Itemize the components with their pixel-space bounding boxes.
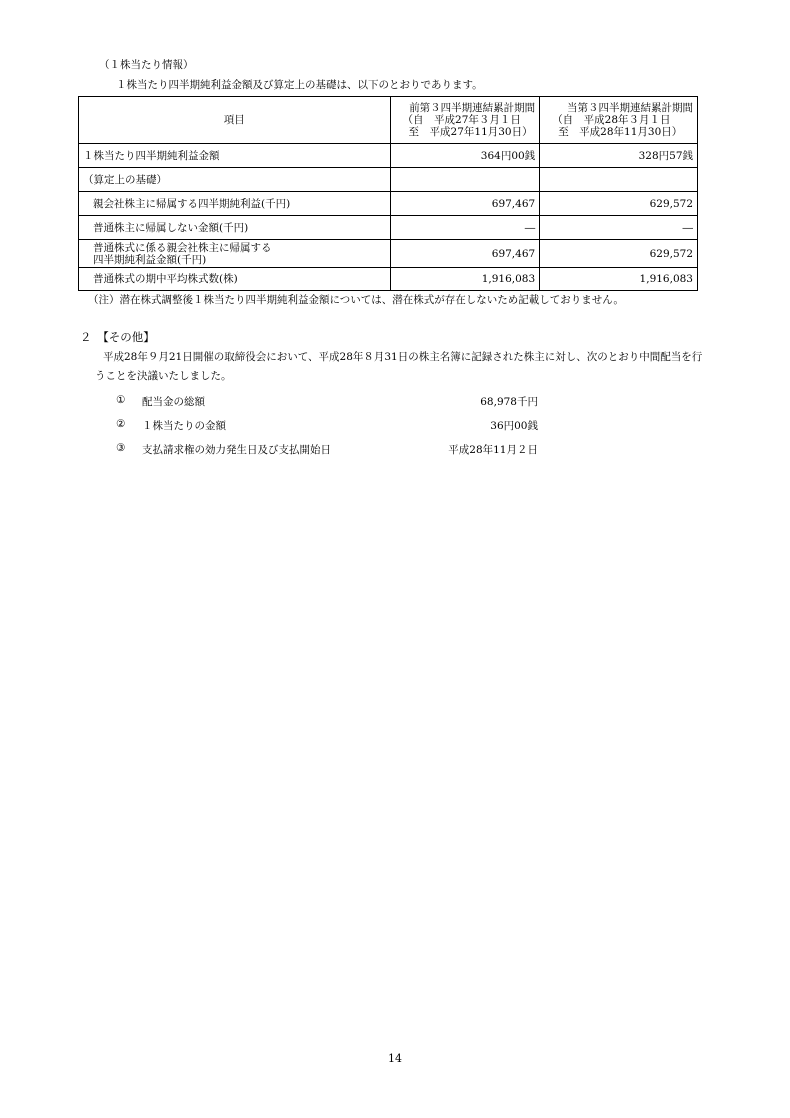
section-label: （１株当たり情報） xyxy=(99,59,194,71)
row-curr-value: 629,572 xyxy=(540,192,698,216)
header-curr-line1: 当第３四半期連結累計期間 xyxy=(567,102,693,114)
eps-table xyxy=(78,96,698,291)
table-note: （注）潜在株式調整後１株当たり四半期純利益金額については、潜在株式が存在しないため記載しておりません。 xyxy=(88,294,624,306)
row-curr-value: 1,916,083 xyxy=(540,268,698,291)
row-curr-value: 328円57銭 xyxy=(540,144,698,168)
header-curr-line2: （自 平成28年３月１日 xyxy=(552,114,671,126)
header-curr-period xyxy=(540,97,698,144)
item-value: 36円00銭 xyxy=(490,420,538,432)
table-row xyxy=(79,144,698,168)
table-header-row xyxy=(79,97,698,144)
header-curr-line3: 至 平成28年11月30日） xyxy=(558,126,683,138)
item-marker: ③ xyxy=(116,442,126,454)
row-label: （算定上の基礎） xyxy=(79,168,391,192)
row-label: 親会社株主に帰属する四半期純利益(千円) xyxy=(79,192,391,216)
intro-text: １株当たり四半期純利益金額及び算定上の基礎は、以下のとおりであります。 xyxy=(116,79,483,91)
table-row xyxy=(79,192,698,216)
header-prev-line1: 前第３四半期連結累計期間 xyxy=(409,102,536,114)
row-prev-value: 1,916,083 xyxy=(390,268,540,291)
row-prev-value: 364円00銭 xyxy=(390,144,540,168)
section2-title: ２ 【その他】 xyxy=(80,330,155,344)
row-prev-value xyxy=(390,168,540,192)
item-value: 平成28年11月２日 xyxy=(448,444,538,456)
table-row xyxy=(79,168,698,192)
item-marker: ① xyxy=(116,394,126,406)
header-prev-period xyxy=(390,97,540,144)
row-curr-value: 629,572 xyxy=(540,240,698,268)
item-label: 支払請求権の効力発生日及び支払開始日 xyxy=(142,444,331,456)
section2-paragraph: 平成28年９月21日開催の取締役会において、平成28年８月31日の株主名簿に記録された株主に対し、次のとおり中間配当を行うことを決議いたしました。 xyxy=(95,351,703,382)
page-number: 14 xyxy=(388,1052,402,1065)
row-prev-value: 697,467 xyxy=(390,192,540,216)
row-label: 普通株式の期中平均株式数(株) xyxy=(79,268,391,291)
item-value: 68,978千円 xyxy=(480,396,538,408)
table-row xyxy=(79,268,698,291)
row-prev-value: ― xyxy=(390,216,540,240)
header-item: 項目 xyxy=(79,97,391,144)
item-label: 配当金の総額 xyxy=(142,396,205,408)
row-curr-value xyxy=(540,168,698,192)
row-label-line2: 四半期純利益金額(千円) xyxy=(93,253,207,266)
row-curr-value: ― xyxy=(540,216,698,240)
row-label xyxy=(79,240,391,268)
header-prev-line2: （自 平成27年３月１日 xyxy=(402,114,521,126)
row-label-line1: 普通株式に係る親会社株主に帰属する xyxy=(93,241,272,254)
table-row xyxy=(79,216,698,240)
table-row xyxy=(79,240,698,268)
header-prev-line3: 至 平成27年11月30日） xyxy=(408,126,533,138)
row-label: １株当たり四半期純利益金額 xyxy=(79,144,391,168)
row-label: 普通株主に帰属しない金額(千円) xyxy=(79,216,391,240)
item-marker: ② xyxy=(116,418,126,430)
item-label: １株当たりの金額 xyxy=(142,420,226,432)
row-prev-value: 697,467 xyxy=(390,240,540,268)
